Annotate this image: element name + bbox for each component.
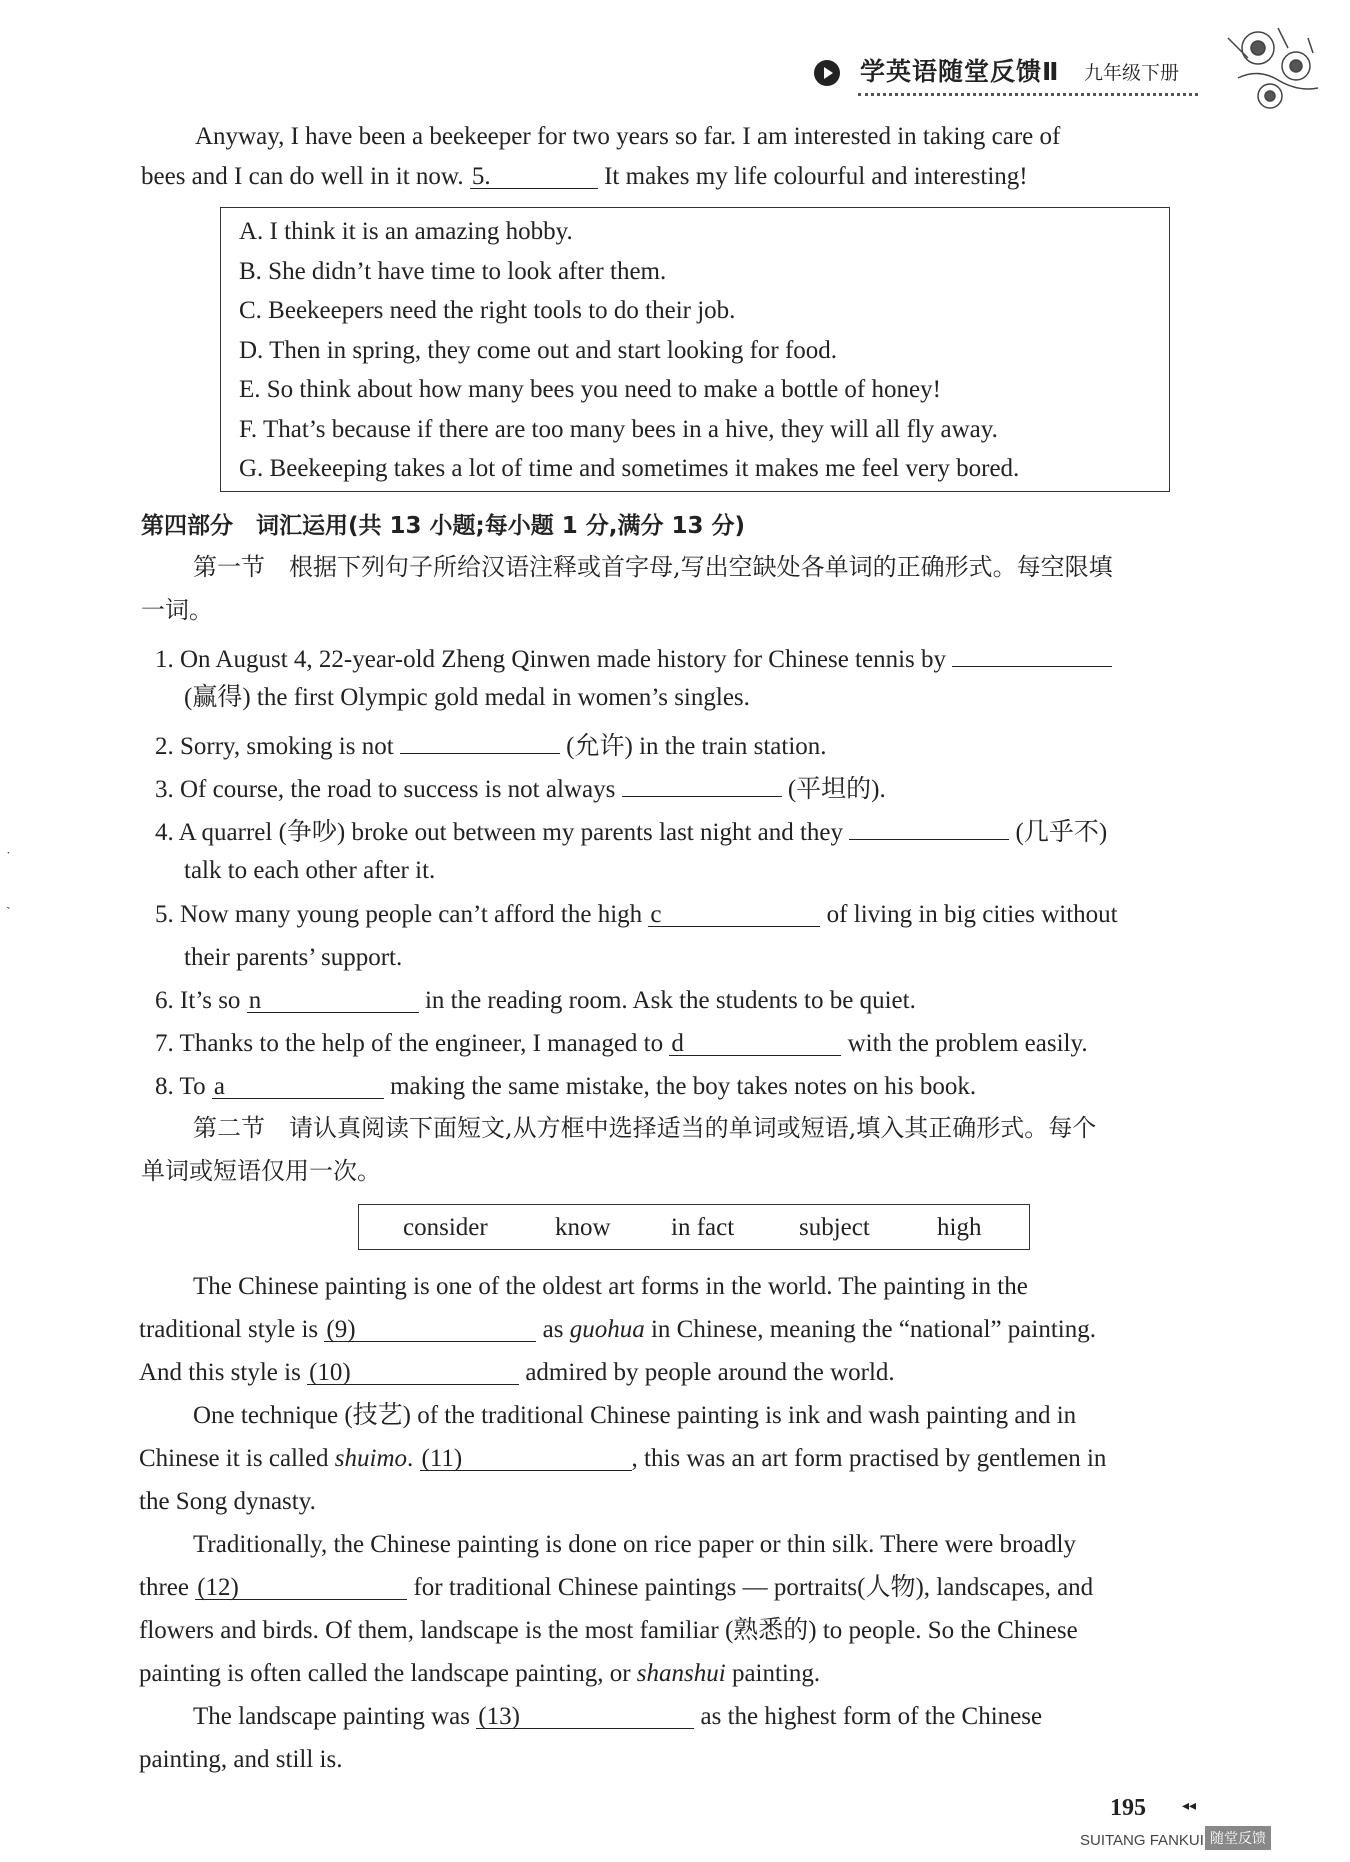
part4-heading: 第四部分 词汇运用(共 13 小题;每小题 1 分,满分 13 分) bbox=[141, 513, 746, 539]
flower-decoration-icon bbox=[1218, 18, 1328, 128]
passage-line: Anyway, I have been a beekeeper for two years so far. I am interested in taking care of bbox=[195, 123, 1061, 150]
blank-label: (12) bbox=[197, 1574, 239, 1601]
word-option: subject bbox=[799, 1214, 870, 1241]
option-g: G. Beekeeping takes a lot of time and sometimes it makes me feel very bored. bbox=[239, 455, 1020, 482]
blank-label: (10) bbox=[309, 1359, 351, 1386]
option-d: D. Then in spring, they come out and start looking for food. bbox=[239, 337, 838, 364]
passage2-line: The Chinese painting is one of the oldest art forms in the world. The painting in the bbox=[193, 1273, 1028, 1300]
footer-brand-cn: 随堂反馈 bbox=[1205, 1826, 1271, 1850]
passage-text: painting is often called the landscape painting, or bbox=[139, 1660, 631, 1687]
answer-blank-10[interactable] bbox=[307, 1358, 519, 1385]
passage-line bbox=[141, 162, 1028, 192]
question-text: of living in big cities without bbox=[826, 901, 1118, 928]
passage-text: as the highest form of the Chinese bbox=[700, 1703, 1043, 1730]
passage-text: Chinese it is called bbox=[139, 1445, 329, 1472]
passage2-line bbox=[139, 1444, 1106, 1474]
margin-mark: ˏ bbox=[6, 895, 11, 910]
word-box bbox=[358, 1204, 1030, 1250]
book-title: 学英语随堂反馈Ⅱ bbox=[860, 57, 1060, 86]
passage2-line: flowers and birds. Of them, landscape is the most familiar (熟悉的) to people. So the Chinese bbox=[139, 1617, 1078, 1644]
question-1 bbox=[155, 640, 1112, 675]
page-number: 195 bbox=[1110, 1795, 1146, 1821]
book-subtitle: 九年级下册 bbox=[1084, 62, 1180, 84]
word-option: consider bbox=[403, 1214, 488, 1241]
passage-text: And this style is bbox=[139, 1359, 301, 1386]
option-c: C. Beekeepers need the right tools to do their job. bbox=[239, 297, 736, 324]
answer-blank-2[interactable] bbox=[400, 727, 560, 754]
initial-letter: a bbox=[213, 1073, 225, 1100]
answer-blank-5[interactable] bbox=[470, 162, 598, 189]
initial-letter: n bbox=[248, 987, 262, 1014]
passage2-line: painting, and still is. bbox=[139, 1746, 343, 1773]
answer-blank-12[interactable] bbox=[195, 1573, 407, 1600]
passage2-line bbox=[139, 1659, 820, 1689]
question-6 bbox=[155, 986, 916, 1016]
blank-label: (13) bbox=[478, 1703, 520, 1730]
question-text: 8. To bbox=[155, 1073, 206, 1100]
question-text: 3. Of course, the road to success is not always bbox=[155, 776, 616, 803]
passage2-line bbox=[139, 1358, 895, 1388]
passage-text: The landscape painting was bbox=[193, 1703, 470, 1730]
passage2-line bbox=[193, 1702, 1042, 1732]
blank-label: (9) bbox=[326, 1316, 356, 1343]
question-3 bbox=[155, 770, 886, 805]
passage-text: It makes my life colourful and interesting! bbox=[604, 163, 1028, 190]
initial-letter: c bbox=[650, 901, 662, 928]
passage-text: admired by people around the world. bbox=[525, 1359, 895, 1386]
answer-blank-4[interactable] bbox=[849, 813, 1009, 840]
passage2-line bbox=[139, 1315, 1096, 1345]
answer-blank-3[interactable] bbox=[622, 770, 782, 797]
passage-italic: shanshui bbox=[636, 1660, 726, 1687]
play-icon bbox=[814, 60, 840, 86]
question-4 bbox=[155, 813, 1107, 848]
question-text: 7. Thanks to the help of the engineer, I managed to bbox=[155, 1030, 664, 1057]
passage-text: in Chinese, meaning the “national” painting. bbox=[650, 1316, 1096, 1343]
passage2-line: Traditionally, the Chinese painting is done on rice paper or thin silk. There were broadly bbox=[193, 1531, 1076, 1558]
answer-blank-6[interactable] bbox=[247, 986, 419, 1013]
question-2 bbox=[155, 727, 827, 762]
question-text: 2. Sorry, smoking is not bbox=[155, 733, 394, 760]
passage-text: bees and I can do well in it now. bbox=[141, 163, 464, 190]
question-5-cont: their parents’ support. bbox=[184, 944, 403, 971]
passage-text: , this was an art form practised by gentlemen in bbox=[631, 1445, 1107, 1472]
question-4-cont: talk to each other after it. bbox=[184, 857, 436, 884]
footer-brand-en: SUITANG FANKUI bbox=[1080, 1832, 1204, 1849]
question-text: 5. Now many young people can’t afford the high bbox=[155, 901, 643, 928]
section2-instruction: 第二节 请认真阅读下面短文,从方框中选择适当的单词或短语,填入其正确形式。每个 bbox=[193, 1114, 1097, 1142]
blank-label: 5. bbox=[471, 163, 491, 190]
option-a: A. I think it is an amazing hobby. bbox=[239, 218, 573, 245]
word-option: know bbox=[555, 1214, 611, 1241]
passage2-line: One technique (技艺) of the traditional Chinese painting is ink and wash painting and in bbox=[193, 1402, 1077, 1429]
passage-text: three bbox=[139, 1574, 189, 1601]
answer-blank-7[interactable] bbox=[669, 1029, 841, 1056]
passage-text: painting. bbox=[731, 1660, 821, 1687]
question-text: making the same mistake, the boy takes notes on his book. bbox=[390, 1073, 977, 1100]
word-option: in fact bbox=[671, 1214, 735, 1241]
answer-blank-8[interactable] bbox=[212, 1072, 384, 1099]
question-text: (平坦的). bbox=[787, 776, 886, 803]
answer-blank-9[interactable] bbox=[324, 1315, 536, 1342]
question-text: (允许) in the train station. bbox=[566, 733, 827, 760]
passage-italic: shuimo bbox=[334, 1445, 408, 1472]
question-text: (几乎不) bbox=[1015, 819, 1108, 846]
question-text: 6. It’s so bbox=[155, 987, 241, 1014]
section1-instruction-cont: 一词。 bbox=[141, 596, 213, 624]
question-text: 1. On August 4, 22-year-old Zheng Qinwen made history for Chinese tennis by bbox=[155, 646, 947, 673]
header-divider bbox=[858, 93, 1198, 96]
arrows-icon: ◂◂ bbox=[1182, 1799, 1197, 1814]
answer-blank-5-word[interactable] bbox=[648, 900, 820, 927]
passage-text: for traditional Chinese paintings — portraits(人物), landscapes, and bbox=[413, 1574, 1094, 1601]
question-text: with the problem easily. bbox=[847, 1030, 1088, 1057]
passage-italic: guohua bbox=[569, 1316, 645, 1343]
options-box bbox=[220, 207, 1170, 492]
passage-text: as bbox=[542, 1316, 564, 1343]
blank-label: (11) bbox=[421, 1445, 463, 1472]
passage2-line: the Song dynasty. bbox=[139, 1488, 316, 1515]
section2-instruction-cont: 单词或短语仅用一次。 bbox=[141, 1157, 381, 1185]
question-5 bbox=[155, 900, 1118, 930]
passage-text: traditional style is bbox=[139, 1316, 319, 1343]
question-8 bbox=[155, 1072, 976, 1102]
option-f: F. That’s because if there are too many bees in a hive, they will all fly away. bbox=[239, 416, 998, 443]
initial-letter: d bbox=[671, 1030, 684, 1057]
question-text: 4. A quarrel (争吵) broke out between my parents last night and they bbox=[155, 819, 844, 846]
question-7 bbox=[155, 1029, 1088, 1059]
word-option: high bbox=[937, 1214, 982, 1241]
passage2-line bbox=[139, 1573, 1093, 1603]
margin-mark: ˙ bbox=[6, 850, 11, 865]
question-1-cont: (赢得) the first Olympic gold medal in women’s singles. bbox=[184, 684, 750, 711]
option-b: B. She didn’t have time to look after them. bbox=[239, 258, 667, 285]
answer-blank-13[interactable] bbox=[476, 1702, 694, 1729]
option-e: E. So think about how many bees you need to make a bottle of honey! bbox=[239, 376, 941, 403]
passage-text: . bbox=[407, 1445, 414, 1472]
question-text: in the reading room. Ask the students to be quiet. bbox=[424, 987, 916, 1014]
section1-instruction: 第一节 根据下列句子所给汉语注释或首字母,写出空缺处各单词的正确形式。每空限填 bbox=[193, 553, 1113, 581]
answer-blank-1[interactable] bbox=[952, 640, 1112, 667]
answer-blank-11[interactable] bbox=[420, 1444, 632, 1471]
